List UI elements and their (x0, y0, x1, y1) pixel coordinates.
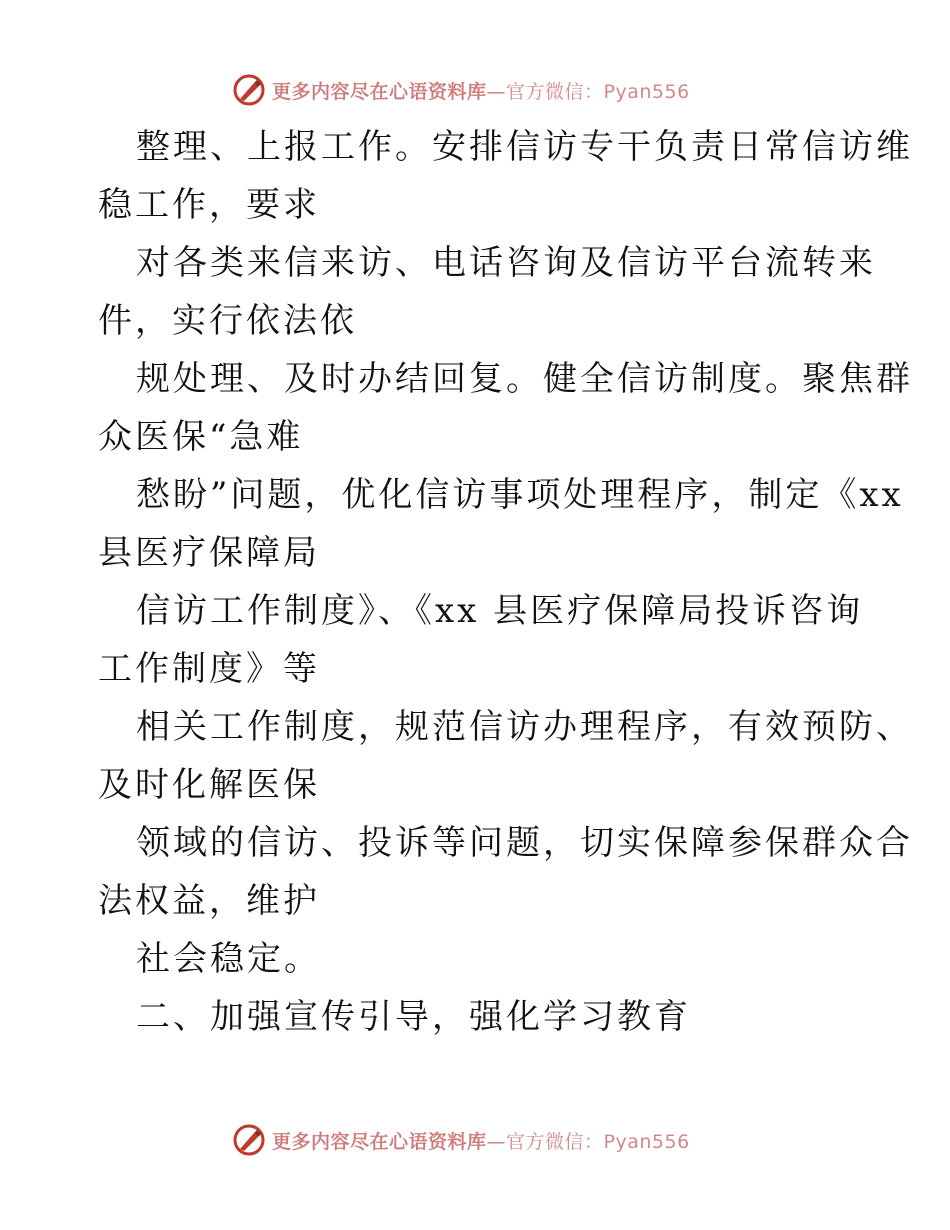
text-line: 愁盼”问题，优化信访事项处理程序，制定《xx (136, 475, 904, 515)
document-body (98, 118, 913, 1046)
section-heading-block (98, 988, 858, 1046)
text-line: 规处理、及时办结回复。健全信访制度。聚焦群 (136, 359, 913, 399)
text-line: 社会稳定。 (136, 939, 321, 979)
watermark-brand: 更多内容尽在心语资料库 (272, 1130, 487, 1153)
watermark-dash: — (486, 1130, 507, 1153)
watermark-banner-top (232, 70, 690, 110)
watermark-dash: — (486, 80, 507, 103)
paragraph (98, 350, 913, 466)
text-line: 领域的信访、投诉等问题，切实保障参保群众合 (136, 823, 913, 863)
text-line: 工作制度》等 (98, 649, 320, 689)
text-line: 法权益，维护 (98, 881, 320, 921)
pen-logo-icon (232, 73, 266, 107)
text-line: 件，实行依法依 (98, 301, 357, 341)
watermark-banner-bottom (232, 1120, 690, 1160)
watermark-brand: 更多内容尽在心语资料库 (272, 80, 487, 103)
watermark-wechat-id: Pyan556 (603, 1130, 690, 1153)
text-line: 众医保“急难 (98, 417, 304, 457)
text-line: 相关工作制度，规范信访办理程序，有效预防、 (136, 707, 913, 747)
paragraph (98, 234, 876, 350)
paragraph (98, 814, 913, 930)
section-heading: 二、加强宣传引导，强化学习教育 (136, 997, 691, 1037)
text-line: 对各类来信来访、电话咨询及信访平台流转来 (136, 243, 876, 283)
text-line: 信访工作制度》、《xx 县医疗保障局投诉咨询 (136, 591, 864, 631)
paragraph (98, 930, 858, 988)
text-line: 整理、上报工作。安排信访专干负责日常信访维 (136, 127, 913, 167)
text-line: 县医疗保障局 (98, 533, 320, 573)
watermark-text (272, 1127, 690, 1154)
watermark-wechat-label: 官方微信： (506, 1130, 604, 1153)
pen-logo-icon (232, 1123, 266, 1157)
paragraph (98, 582, 864, 698)
paragraph (98, 118, 913, 234)
watermark-wechat-label: 官方微信： (506, 80, 604, 103)
text-line: 稳工作，要求 (98, 185, 320, 225)
text-line: 及时化解医保 (98, 765, 320, 805)
watermark-text (272, 77, 690, 104)
watermark-wechat-id: Pyan556 (603, 80, 690, 103)
paragraph (98, 698, 913, 814)
paragraph (98, 466, 904, 582)
